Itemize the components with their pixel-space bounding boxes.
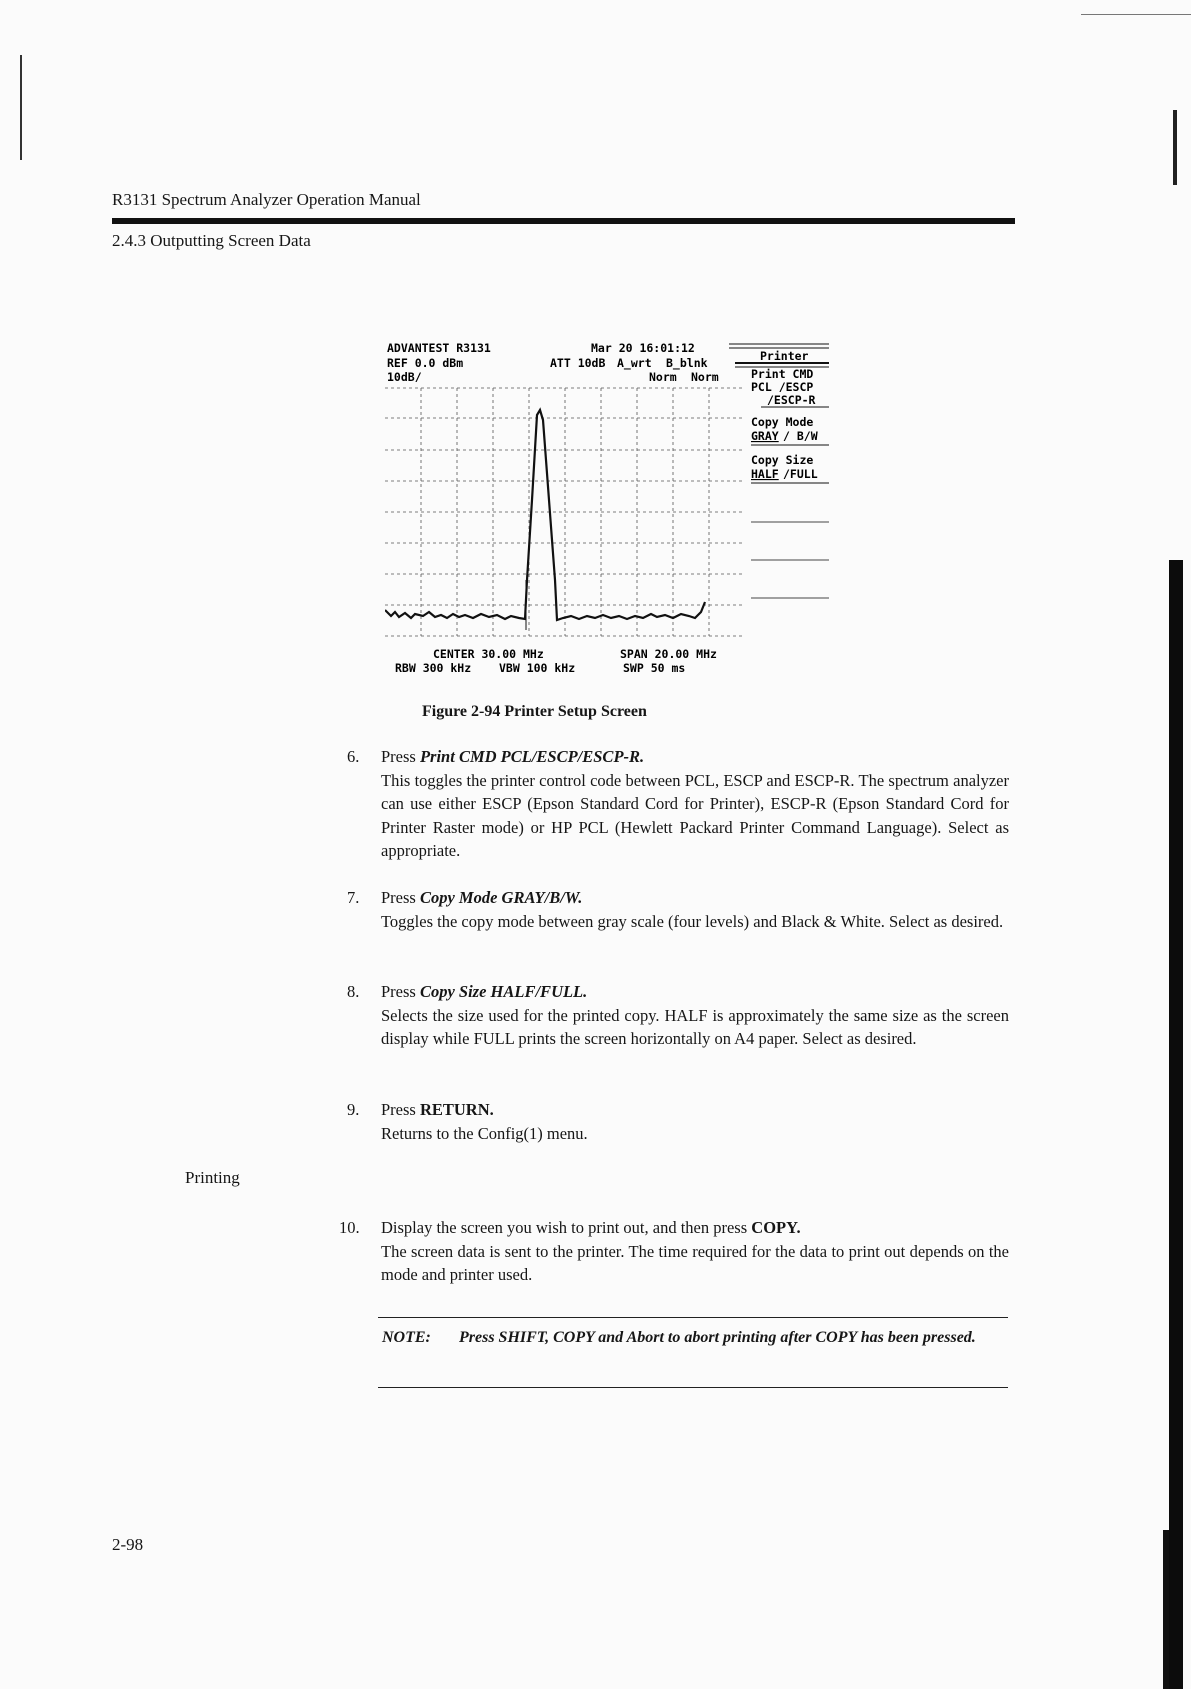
softkey-menu-title: Printer (760, 349, 809, 363)
softkey-copy-mode-bw: / B/W (783, 429, 818, 443)
note-top-rule (378, 1317, 1008, 1318)
softkey-copy-size-full: /FULL (783, 467, 818, 481)
step-7 (347, 886, 1009, 933)
running-header: R3131 Spectrum Analyzer Operation Manual (112, 190, 421, 209)
step-9 (347, 1098, 1009, 1145)
analyzer-screen-capture (385, 340, 830, 680)
step-number: 7. (347, 888, 360, 907)
step-6 (347, 745, 1009, 863)
screen-vbw: VBW 100 kHz (499, 661, 576, 675)
step-description: Selects the size used for the printed copy. HALF is approximately the same size as the screen display while FULL prints the screen horizontally on A4 paper. Select as desired. (381, 1005, 1009, 1048)
softkey-menu (729, 344, 829, 598)
softkey-print-cmd: Print CMD (751, 367, 814, 381)
step-10 (339, 1216, 1009, 1287)
step-command: Copy Mode GRAY/B/W. (419, 888, 583, 907)
step-prefix: Press (381, 888, 420, 907)
screen-rbw: RBW 300 kHz (395, 661, 472, 675)
header-rule (112, 218, 1015, 224)
step-command: COPY. (751, 1218, 801, 1237)
screen-trace-a: A_wrt (617, 356, 652, 370)
step-command: RETURN. (419, 1100, 494, 1119)
step-description: Toggles the copy mode between gray scale (four levels) and Black & White. Select as desired. (381, 911, 1004, 931)
analyzer-screen-graphic (385, 340, 830, 680)
scan-binding-mark (1173, 110, 1177, 185)
screen-trace-b: B_blnk (666, 356, 708, 370)
side-heading-printing: Printing (185, 1168, 240, 1187)
step-number: 10. (339, 1218, 360, 1237)
scan-binding-mark (20, 55, 22, 160)
page-number: 2-98 (112, 1535, 144, 1554)
scan-edge-line (1081, 14, 1191, 15)
screen-mode-a: Norm (649, 370, 677, 384)
screen-attenuation: ATT 10dB (550, 356, 606, 370)
step-number: 8. (347, 982, 360, 1001)
step-number: 9. (347, 1100, 360, 1119)
step-description: Returns to the Config(1) menu. (381, 1123, 588, 1143)
step-8 (347, 980, 1009, 1051)
note-box (382, 1327, 1007, 1349)
note-label: NOTE: (382, 1329, 431, 1346)
screen-brand: ADVANTEST R3131 (387, 341, 491, 355)
note-bottom-rule (378, 1387, 1008, 1388)
step-prefix: Display the screen you wish to print out, and then press (381, 1218, 752, 1237)
screen-datetime: Mar 20 16:01:12 (591, 341, 695, 355)
spectrum-trace (385, 410, 705, 620)
softkey-copy-mode: Copy Mode (751, 415, 814, 429)
graticule (385, 388, 745, 636)
figure-caption: Figure 2-94 Printer Setup Screen (422, 703, 647, 720)
softkey-copy-size: Copy Size (751, 453, 814, 467)
screen-sweep-time: SWP 50 ms (623, 661, 686, 675)
step-prefix: Press (381, 747, 420, 766)
screen-ref-level: REF 0.0 dBm (387, 356, 464, 370)
scan-page-edge-shadow (1163, 1530, 1169, 1689)
scan-page-edge-shadow (1169, 560, 1183, 1689)
step-prefix: Press (381, 1100, 420, 1119)
note-text: Press SHIFT, COPY and Abort to abort printing after COPY has been pressed. (459, 1329, 976, 1346)
step-number: 6. (347, 747, 360, 766)
softkey-copy-size-half: HALF (751, 467, 779, 481)
step-description: The screen data is sent to the printer. The time required for the data to print out depends on the mode and printer used. (381, 1241, 1009, 1284)
softkey-copy-mode-gray: GRAY (751, 429, 779, 443)
section-heading: 2.4.3 Outputting Screen Data (112, 231, 311, 250)
step-prefix: Press (381, 982, 420, 1001)
screen-center-freq: CENTER 30.00 MHz (433, 647, 544, 661)
screen-scale: 10dB/ (387, 370, 422, 384)
step-command: Copy Size HALF/FULL. (419, 982, 588, 1001)
step-command: Print CMD PCL/ESCP/ESCP-R. (419, 747, 645, 766)
step-description: This toggles the printer control code between PCL, ESCP and ESCP-R. The spectrum analyzer can use either ESCP (Epson Standard Cord for Printer), ESCP-R (Epson Standard Cord for Printer Raster mode) or HP PCL (Hewlett Packard Printer Command Language). Select as appropriate. (381, 770, 1009, 860)
screen-span: SPAN 20.00 MHz (620, 647, 717, 661)
softkey-print-cmd-options: /ESCP-R (767, 393, 816, 407)
screen-mode-b: Norm (691, 370, 719, 384)
softkey-print-cmd-options: PCL /ESCP (751, 380, 814, 394)
